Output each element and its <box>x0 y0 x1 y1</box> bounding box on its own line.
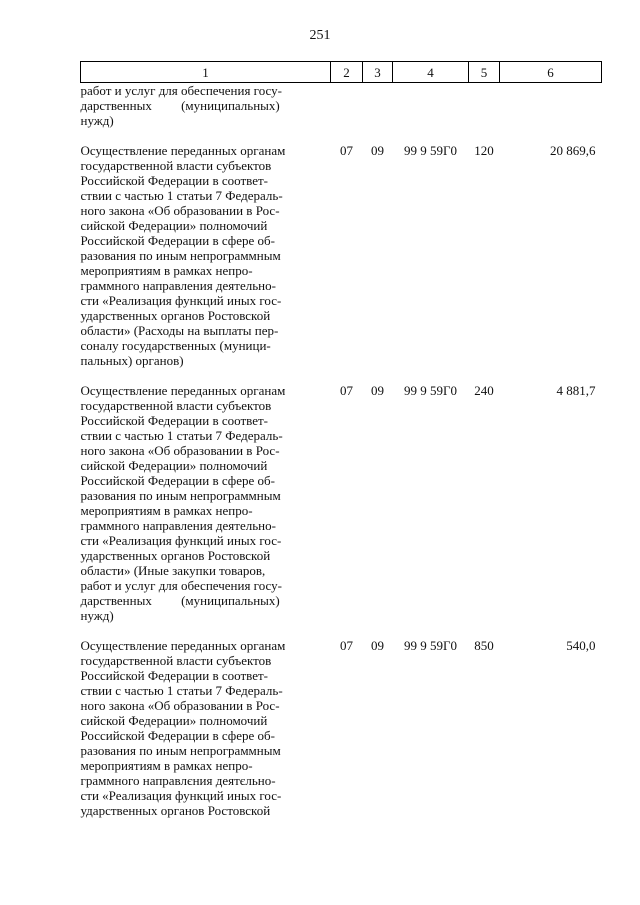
section-code: 07 <box>340 383 353 398</box>
description-line: ударственных органов Ростовской <box>80 548 271 563</box>
row-description <box>81 143 331 368</box>
description-line: сийской Федерации» полномочий <box>80 458 268 473</box>
description-line: государственной власти субъектов <box>80 653 272 668</box>
description-line: граммного направления деятельно- <box>80 278 276 293</box>
target-article-code <box>393 83 469 129</box>
description-line: нужд) <box>80 608 114 623</box>
header-cell-5: 5 <box>469 62 500 83</box>
row-description <box>81 383 331 623</box>
description-line: мероприятиям в рамках непро- <box>80 758 253 773</box>
description-line: пальных) органов) <box>80 353 184 368</box>
row-spacer-cell <box>81 128 602 143</box>
description-line: Российской Федерации в соответ- <box>80 413 268 428</box>
row-spacer <box>81 368 602 383</box>
description-line: Осуществление переданных органам <box>80 143 286 158</box>
description-line: нужд) <box>80 113 114 128</box>
description-line: граммного направления деятельно- <box>80 518 276 533</box>
description-line: государственной власти субъектов <box>80 398 272 413</box>
description-line: ствии с частью 1 статьи 7 Федераль- <box>80 428 283 443</box>
expense-type-code: 850 <box>474 638 494 653</box>
description-line: дарственных (муниципальных) <box>80 593 280 608</box>
description-line: государственной власти субъектов <box>80 158 272 173</box>
header-cell-3: 3 <box>363 62 393 83</box>
description-line: сти «Реализация функций иных гос- <box>80 533 282 548</box>
row-spacer <box>81 623 602 638</box>
subsection-code: 09 <box>371 383 384 398</box>
section-code: 07 <box>340 638 353 653</box>
description-line: работ и услуг для обеспечения госу- <box>80 578 282 593</box>
header-cell-4: 4 <box>393 62 469 83</box>
expense-type-code: 240 <box>474 383 494 398</box>
expense-type-code: 120 <box>474 143 494 158</box>
description-line: работ и услуг для обеспечения госу- <box>80 83 282 98</box>
section-code: 07 <box>340 143 353 158</box>
description-line: дарственных (муниципальных) <box>80 98 280 113</box>
description-line: области» (Иные закупки товаров, <box>80 563 266 578</box>
subsection-code: 09 <box>371 143 384 158</box>
description-line: области» (Расходы на выплаты пер- <box>80 323 279 338</box>
section-code <box>331 83 363 129</box>
description-line: сийской Федерации» полномочий <box>80 713 268 728</box>
amount: 4 881,7 <box>556 383 596 398</box>
description-line: Осуществление переданных органам <box>80 383 286 398</box>
description-line: ного закона «Об образовании в Рос- <box>80 443 280 458</box>
table-row <box>81 638 602 818</box>
target-article-code: 99 9 59Г0 <box>403 383 457 398</box>
description-line: Российской Федерации в сфере об- <box>80 233 275 248</box>
header-cell-1: 1 <box>81 62 331 83</box>
description-line: соналу государственных (муници- <box>80 338 271 353</box>
subsection-code: 09 <box>371 638 384 653</box>
description-line: ного закона «Об образовании в Рос- <box>80 203 280 218</box>
description-line: разования по иным непрограммным <box>80 248 281 263</box>
description-line: ударственных органов Ростовской <box>80 308 271 323</box>
row-description <box>81 83 331 129</box>
table-header-row <box>81 62 602 83</box>
header-cell-6: 6 <box>500 62 602 83</box>
description-line: Российской Федерации в соответ- <box>80 173 268 188</box>
description-line: сти «Реализация функций иных гос- <box>80 788 282 803</box>
description-line: граммного направлєния деятєльно- <box>80 773 276 788</box>
target-article-code: 99 9 59Г0 <box>403 638 457 653</box>
table-row <box>81 143 602 368</box>
row-spacer <box>81 128 602 143</box>
description-line: Российской Федерации в сфере об- <box>80 473 275 488</box>
description-line: Российской Федерации в соответ- <box>80 668 268 683</box>
description-line: ного закона «Об образовании в Рос- <box>80 698 280 713</box>
description-line: ствии с частью 1 статьи 7 Федераль- <box>80 683 283 698</box>
description-line: сти «Реализация функций иных гос- <box>80 293 282 308</box>
header-cell-2: 2 <box>331 62 363 83</box>
description-line: сийской Федерации» полномочий <box>80 218 268 233</box>
amount: 20 869,6 <box>550 143 596 158</box>
row-spacer-cell <box>81 623 602 638</box>
subsection-code <box>363 83 393 129</box>
description-line: разования по иным непрограммным <box>80 743 281 758</box>
description-line: мероприятиям в рамках непро- <box>80 503 253 518</box>
description-line: разования по иным непрограммным <box>80 488 281 503</box>
budget-table <box>80 61 602 818</box>
description-line: мероприятиям в рамках непро- <box>80 263 253 278</box>
expense-type-code <box>469 83 500 129</box>
description-line: ударственных органов Ростовской <box>80 803 271 818</box>
amount: 540,0 <box>566 638 596 653</box>
amount <box>500 83 602 129</box>
row-spacer-cell <box>81 368 602 383</box>
table-row <box>81 383 602 623</box>
description-line: ствии с частью 1 статьи 7 Федераль- <box>80 188 283 203</box>
row-description <box>81 638 331 818</box>
table-row <box>81 83 602 129</box>
description-line: Российской Федерации в сфере об- <box>80 728 275 743</box>
description-line: Осуществление переданных органам <box>80 638 286 653</box>
target-article-code: 99 9 59Г0 <box>403 143 457 158</box>
page-number: 251 <box>309 28 331 43</box>
